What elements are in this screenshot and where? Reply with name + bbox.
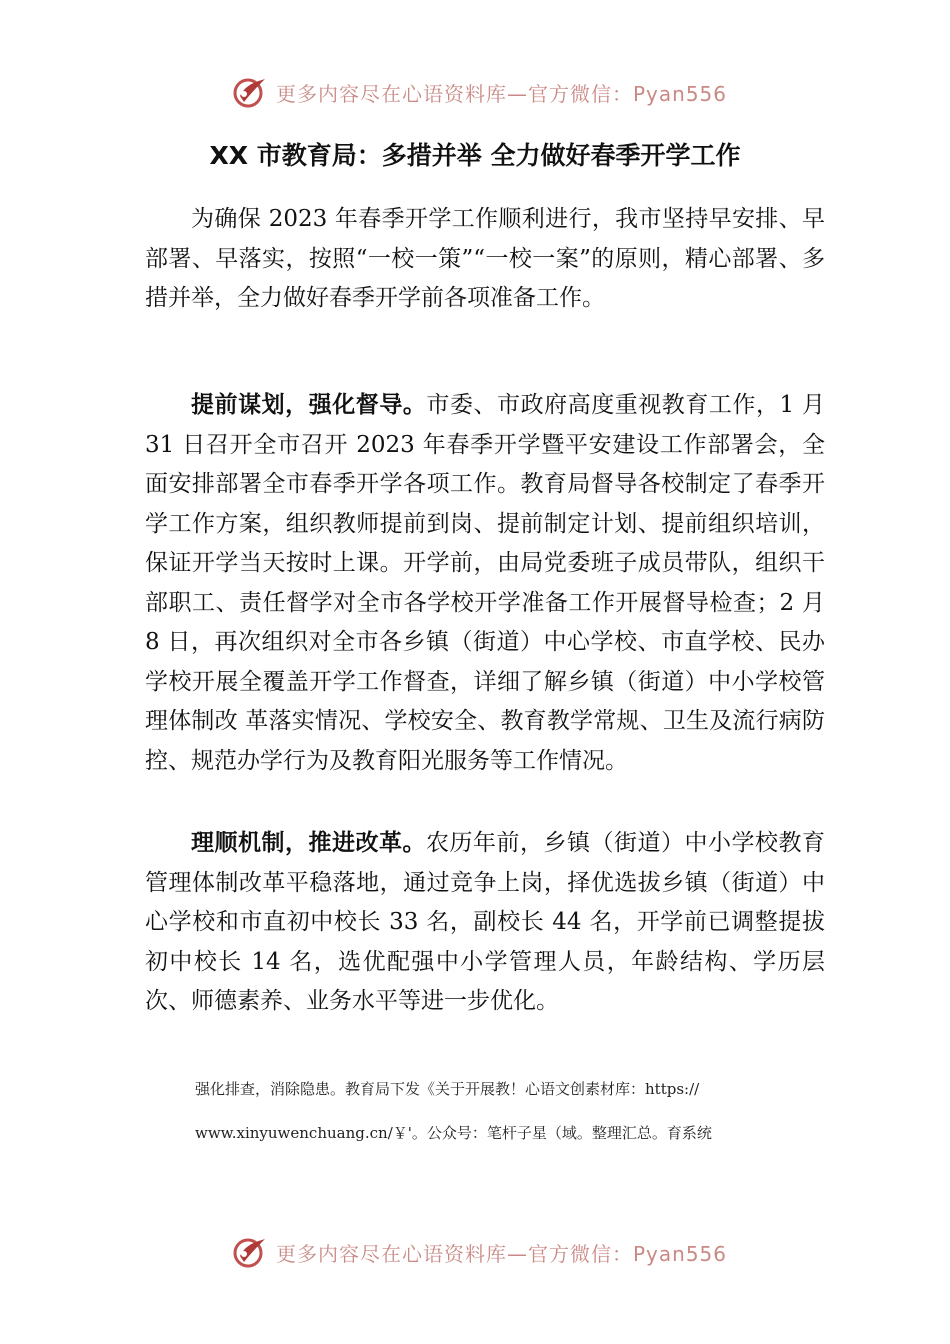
intro-paragraph: 为确保 2023 年春季开学工作顺利进行，我市坚持早安排、早部署、早落实，按照“一校一策”“一校一案”的原则，精心部署、多措并举，全力做好春季开学前各项准备工作。 (145, 206, 825, 311)
brand-logo-icon (232, 1234, 268, 1270)
footer-banner (232, 1232, 732, 1272)
note-line-2: www.xinyuwenchuang.cn/￥'。公众号：笔杆子星（域。整理汇总。育系统 (195, 1124, 712, 1142)
note-line-1: 强化排查，消除隐患。教育局下发《关于开展教！心语文创素材库：https:// (195, 1080, 700, 1098)
section-planning-lead: 提前谋划，强化督导。 (191, 392, 427, 418)
header-banner-text: 更多内容尽在心语资料库—官方微信：Pyan556 (276, 81, 728, 106)
page-title: XX 市教育局：多措并举 全力做好春季开学工作 (209, 141, 741, 170)
section-planning-paragraph (145, 386, 825, 781)
section-reform-lead: 理顺机制，推进改革。 (191, 830, 426, 856)
brand-logo-icon (232, 74, 268, 110)
footer-banner-text: 更多内容尽在心语资料库—官方微信：Pyan556 (276, 1241, 728, 1266)
section-planning-body: 市委、市政府高度重视教育工作，1 月 31 日召开全市召开 2023 年春季开学暨平安建设工作部署会，全面安排部署全市春季开学各项工作。教育局督导各校制定了春季开学工作方案，组织教师提前到岗、提前制定计划、提前组织培训，保证开学当天按时上课。开学前，由局党委班子成员带队，组织干部职工、责任督学对全市各学校开学准备工作开展督导检查；2 月 8 日，再次组织对全市各乡镇（街道）中心学校、市直学校、民办学校开展全覆盖开学工作督查，详细了解乡镇（街道）中小学校管理体制改 革落实情况、学校安全、教育教学常规、卫生及流行病防控、规范办学行为及教育阳光服务等工作情况。 (145, 392, 825, 774)
header-banner (232, 72, 732, 112)
section-reform-paragraph (145, 824, 825, 1022)
section-reform-body: 农历年前，乡镇（街道）中小学校教育管理体制改革平稳落地，通过竞争上岗，择优选拔乡镇（街道）中心学校和市直初中校长 33 名，副校长 44 名，开学前已调整提拔初中校长 14 名，选优配强中小学管理人员，年龄结构、学历层次、师德素养、业务水平等进一步优化。 (145, 830, 825, 1014)
